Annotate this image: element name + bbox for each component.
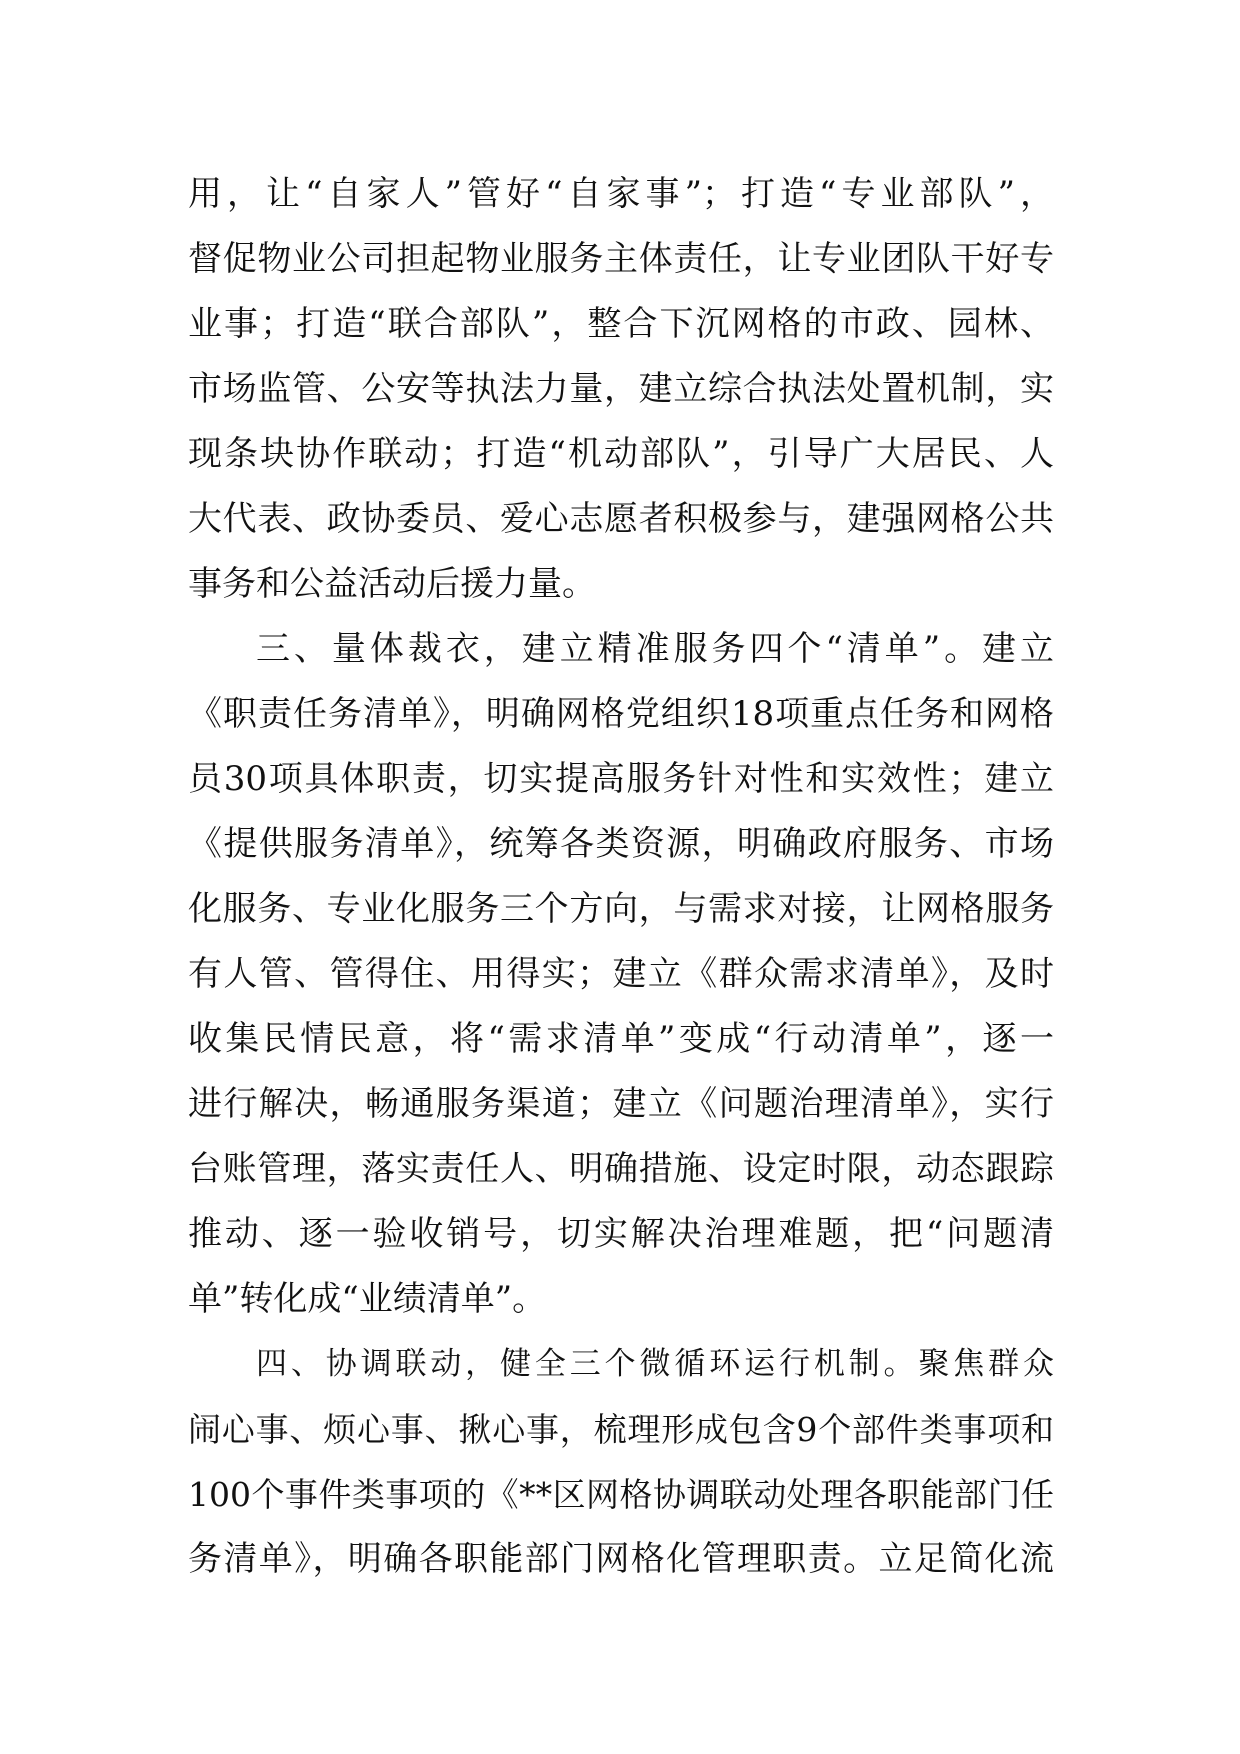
text-line: 市场监管、公安等执法力量，建立综合执法处置机制，实 — [188, 369, 1054, 409]
text-line: 三、量体裁衣，建立精准服务四个“清单”。建立 — [256, 629, 1054, 669]
text-line: 用，让“自家人”管好“自家事”；打造“专业部队”， — [188, 174, 1054, 214]
text-line: 有人管、管得住、用得实；建立《群众需求清单》，及时 — [188, 954, 1054, 994]
text-line: 收集民情民意，将“需求清单”变成“行动清单”，逐一 — [188, 1019, 1054, 1059]
text-line: 四、协调联动，健全三个微循环运行机制。聚焦群众 — [256, 1346, 1054, 1382]
text-line: 《职责任务清单》，明确网格党组织18项重点任务和网格 — [188, 694, 1054, 734]
text-line: 单”转化成“业绩清单”。 — [188, 1279, 547, 1319]
text-line: 闹心事、烦心事、揪心事，梳理形成包含9个部件类事项和 — [188, 1410, 1054, 1449]
text-line: 大代表、政协委员、爱心志愿者积极参与，建强网格公共 — [188, 499, 1054, 539]
text-line: 《提供服务清单》，统筹各类资源，明确政府服务、市场 — [188, 824, 1054, 864]
text-line: 员30项具体职责，切实提高服务针对性和实效性；建立 — [188, 759, 1054, 799]
text-line: 100个事件类事项的《**区网格协调联动处理各职能部门任 — [188, 1475, 1054, 1514]
text-line: 进行解决，畅通服务渠道；建立《问题治理清单》，实行 — [188, 1084, 1054, 1124]
text-line: 业事；打造“联合部队”，整合下沉网格的市政、园林、 — [188, 304, 1054, 344]
text-line: 现条块协作联动；打造“机动部队”，引导广大居民、人 — [188, 434, 1054, 474]
text-line: 事务和公益活动后援力量。 — [188, 564, 596, 604]
document-body — [188, 162, 1054, 1592]
text-line: 推动、逐一验收销号，切实解决治理难题，把“问题清 — [188, 1214, 1054, 1254]
text-line: 督促物业公司担起物业服务主体责任，让专业团队干好专 — [188, 239, 1054, 279]
text-line: 台账管理，落实责任人、明确措施、设定时限，动态跟踪 — [188, 1149, 1054, 1189]
text-line: 化服务、专业化服务三个方向，与需求对接，让网格服务 — [188, 889, 1054, 929]
text-line: 务清单》，明确各职能部门网格化管理职责。立足简化流 — [188, 1539, 1054, 1579]
